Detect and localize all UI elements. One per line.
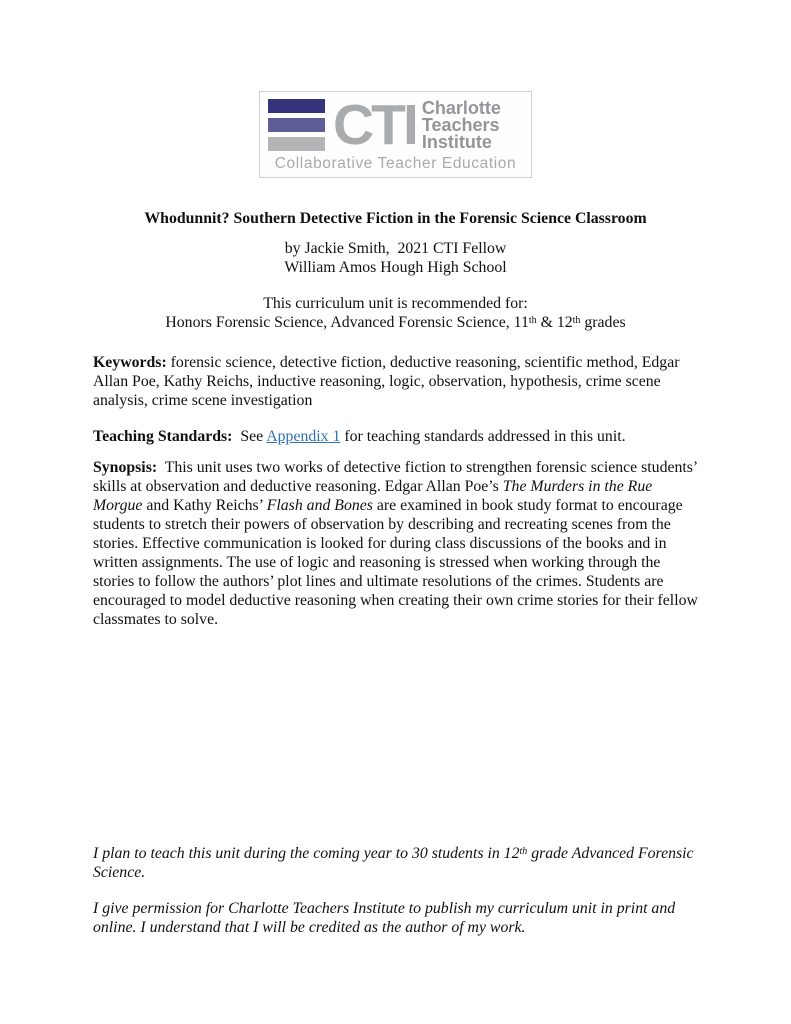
author-byline: by Jackie Smith, 2021 CTI Fellow xyxy=(284,240,507,257)
ordinal-superscript: th xyxy=(572,315,581,326)
recommendation-grades-part3: grades xyxy=(580,314,626,331)
recommendation-intro: This curriculum unit is recommended for: xyxy=(263,295,528,312)
recommendation-block xyxy=(0,294,791,332)
logo-name xyxy=(421,97,501,152)
logo-top-row xyxy=(268,93,523,157)
body-content xyxy=(93,353,703,629)
synopsis-text-2: and Kathy Reichs’ xyxy=(142,497,267,514)
permission-note: I give permission for Charlotte Teachers Institute to publish my curriculum unit in print and online. I understand that I will be credited as the author of my work. xyxy=(93,900,680,936)
book-title-flash-and-bones: Flash and Bones xyxy=(266,497,373,514)
cti-logo xyxy=(259,91,532,178)
ordinal-superscript: th xyxy=(528,315,537,326)
footer-notes xyxy=(93,844,713,937)
logo-bar-top xyxy=(268,99,325,113)
keywords-label: Keywords: xyxy=(93,354,167,371)
logo-bars-icon xyxy=(268,99,325,151)
book-title-murders-rue-morgue: The Murders in the Rue Morgue xyxy=(93,478,657,514)
logo-tagline: Collaborative Teacher Education xyxy=(274,155,517,172)
synopsis-label: Synopsis: xyxy=(93,459,158,476)
recommendation-grades xyxy=(0,313,791,332)
page-title: Whodunnit? Southern Detective Fiction in the Forensic Science Classroom xyxy=(144,210,647,227)
synopsis-text-1: This unit uses two works of detective fiction to strengthen forensic science students’ skills at observation and deductive reasoning. Edgar Allan Poe’s xyxy=(93,459,701,495)
logo-name-line-1: Charlotte xyxy=(421,97,501,118)
keywords-text: forensic science, detective fiction, deductive reasoning, scientific method, Edgar Allan Poe, Kathy Reichs, inductive reasoning, logic, observation, hypothesis, crime scene analysis, crime scene investigation xyxy=(93,354,683,409)
logo-acronym: CTI xyxy=(333,93,416,157)
logo-name-line-3: Institute xyxy=(421,131,492,152)
keywords-paragraph xyxy=(93,353,703,410)
recommendation-grades-part2: & 12 xyxy=(536,314,573,331)
logo-bar-bottom xyxy=(268,137,325,151)
appendix-1-link[interactable]: Appendix 1 xyxy=(266,428,341,445)
author-school: William Amos Hough High School xyxy=(284,259,507,276)
logo-name-line-2: Teachers xyxy=(421,114,500,135)
teaching-standards-post-link: for teaching standards addressed in this unit. xyxy=(340,428,626,445)
recommendation-grades-part1: Honors Forensic Science, Advanced Forensic Science, 11 xyxy=(165,314,529,331)
synopsis-text-3: are examined in book study format to encourage students to stretch their powers of observation by describing and recreating scenes from the stories. Effective communication is looked for during class discussions of the books and in written assignments. The use of logic and reasoning is stressed when working through the stories to follow the authors’ plot lines and ultimate resolutions of the crimes. Students are encouraged to model deductive reasoning when creating their own crime stories for their fellow classmates to solve. xyxy=(93,497,702,628)
teaching-standards-pre-link: See xyxy=(232,428,267,445)
logo-bar-middle xyxy=(268,118,325,132)
synopsis-paragraph xyxy=(93,458,703,629)
teaching-plan-note-part2: grade Advanced Forensic Science. xyxy=(93,845,698,881)
logo-container xyxy=(0,0,791,178)
teaching-standards-label: Teaching Standards: xyxy=(93,428,233,445)
teaching-standards-paragraph xyxy=(93,427,703,446)
teaching-plan-note-part1: I plan to teach this unit during the coming year to 30 students in 12 xyxy=(93,845,520,862)
ordinal-superscript: th xyxy=(519,846,528,857)
teaching-plan-note xyxy=(93,844,713,882)
byline-block xyxy=(0,239,791,277)
